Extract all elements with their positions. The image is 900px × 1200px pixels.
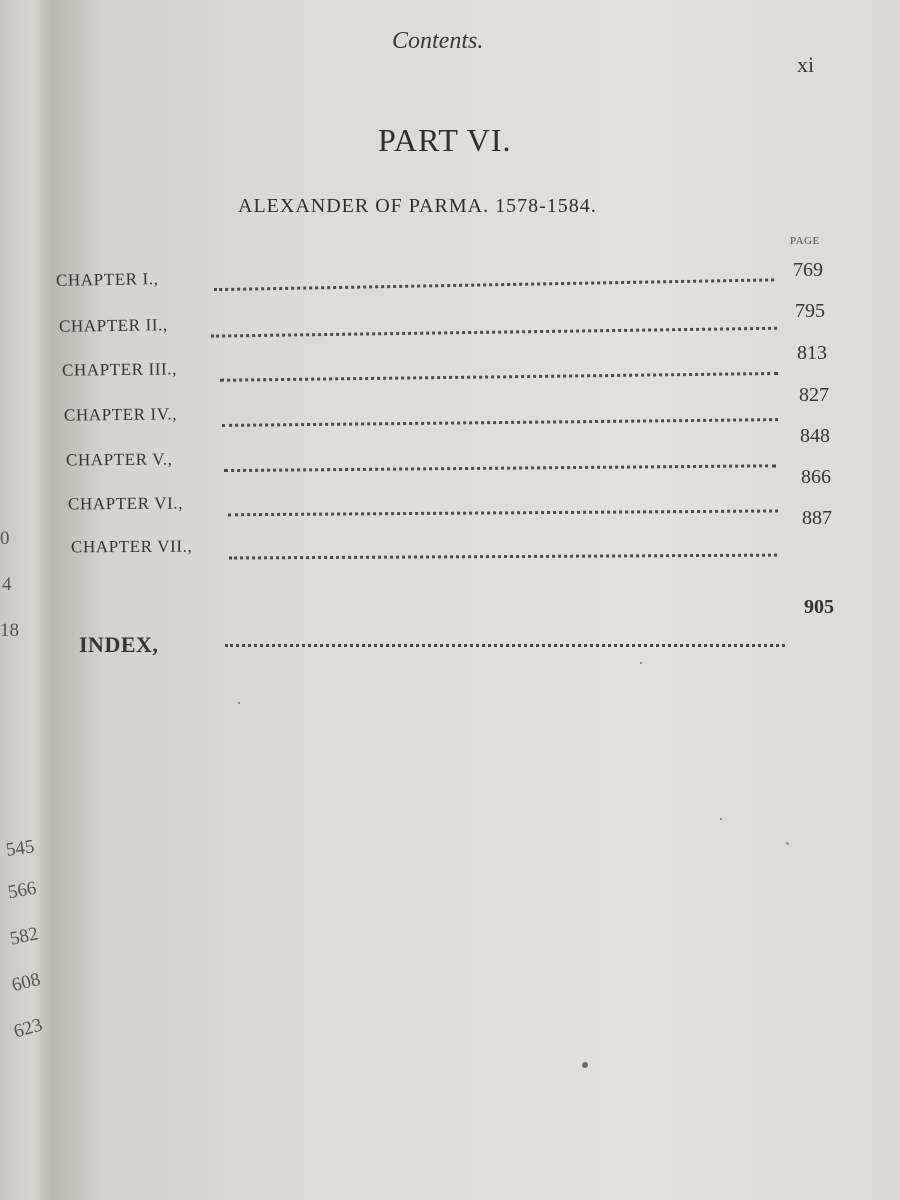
prev-page-number: 545 (4, 836, 36, 861)
toc-entry-label: CHAPTER IV., (63, 404, 178, 425)
dot-leader (229, 534, 777, 560)
prev-page-number: 4 (2, 574, 12, 595)
paper-speck (786, 842, 789, 845)
toc-entry-chapter-5 (66, 450, 173, 471)
toc-entry-page: 905 (804, 596, 834, 618)
paper-speck (720, 818, 722, 820)
dot-leader (224, 444, 776, 472)
prev-page-number: 566 (6, 877, 39, 904)
toc-entry-page: 866 (801, 466, 831, 488)
toc-entry-label: CHAPTER V., (65, 449, 173, 470)
folio-page-number: xi (797, 52, 815, 77)
toc-entry-label: CHAPTER VII., (70, 536, 193, 557)
toc-entry-label: CHAPTER II., (58, 315, 168, 336)
toc-entry-chapter-7 (71, 537, 192, 558)
toc-entry-label: CHAPTER I., (55, 269, 159, 290)
prev-page-number: 18 (0, 620, 19, 641)
toc-entry-label: CHAPTER VI., (67, 493, 184, 514)
section-title: ALEXANDER OF PARMA. 1578-1584. (238, 195, 597, 217)
toc-entry-chapter-3 (62, 359, 177, 380)
toc-entry-page: 769 (793, 259, 823, 281)
contents-page (52, 0, 900, 1200)
dot-leader (225, 624, 785, 647)
toc-entry-label: INDEX, (79, 632, 159, 657)
page-column-label: PAGE (790, 235, 820, 247)
dot-leader (228, 489, 778, 516)
prev-page-number: 582 (8, 923, 41, 950)
paper-speck (640, 662, 642, 664)
prev-page-number: 623 (11, 1014, 45, 1043)
toc-entry-label: CHAPTER III., (61, 359, 178, 380)
toc-entry-chapter-1 (56, 269, 159, 291)
toc-entry-page: 795 (795, 300, 825, 322)
paper-speck (582, 1062, 588, 1068)
prev-page-number: 608 (9, 968, 43, 997)
running-head: Contents. (392, 28, 484, 54)
part-title: PART VI. (378, 122, 512, 158)
toc-entry-page: 887 (802, 507, 832, 529)
toc-entry-index (79, 632, 158, 658)
previous-page-edge (0, 0, 60, 1200)
toc-entry-chapter-4 (64, 404, 177, 425)
toc-entry-page: 827 (799, 384, 829, 406)
paper-speck (238, 702, 240, 704)
toc-entry-page: 848 (800, 425, 830, 447)
toc-entry-chapter-6 (68, 494, 183, 515)
toc-entry-chapter-2 (59, 315, 168, 337)
prev-page-number: 0 (0, 528, 10, 549)
toc-entry-page: 813 (797, 342, 827, 364)
